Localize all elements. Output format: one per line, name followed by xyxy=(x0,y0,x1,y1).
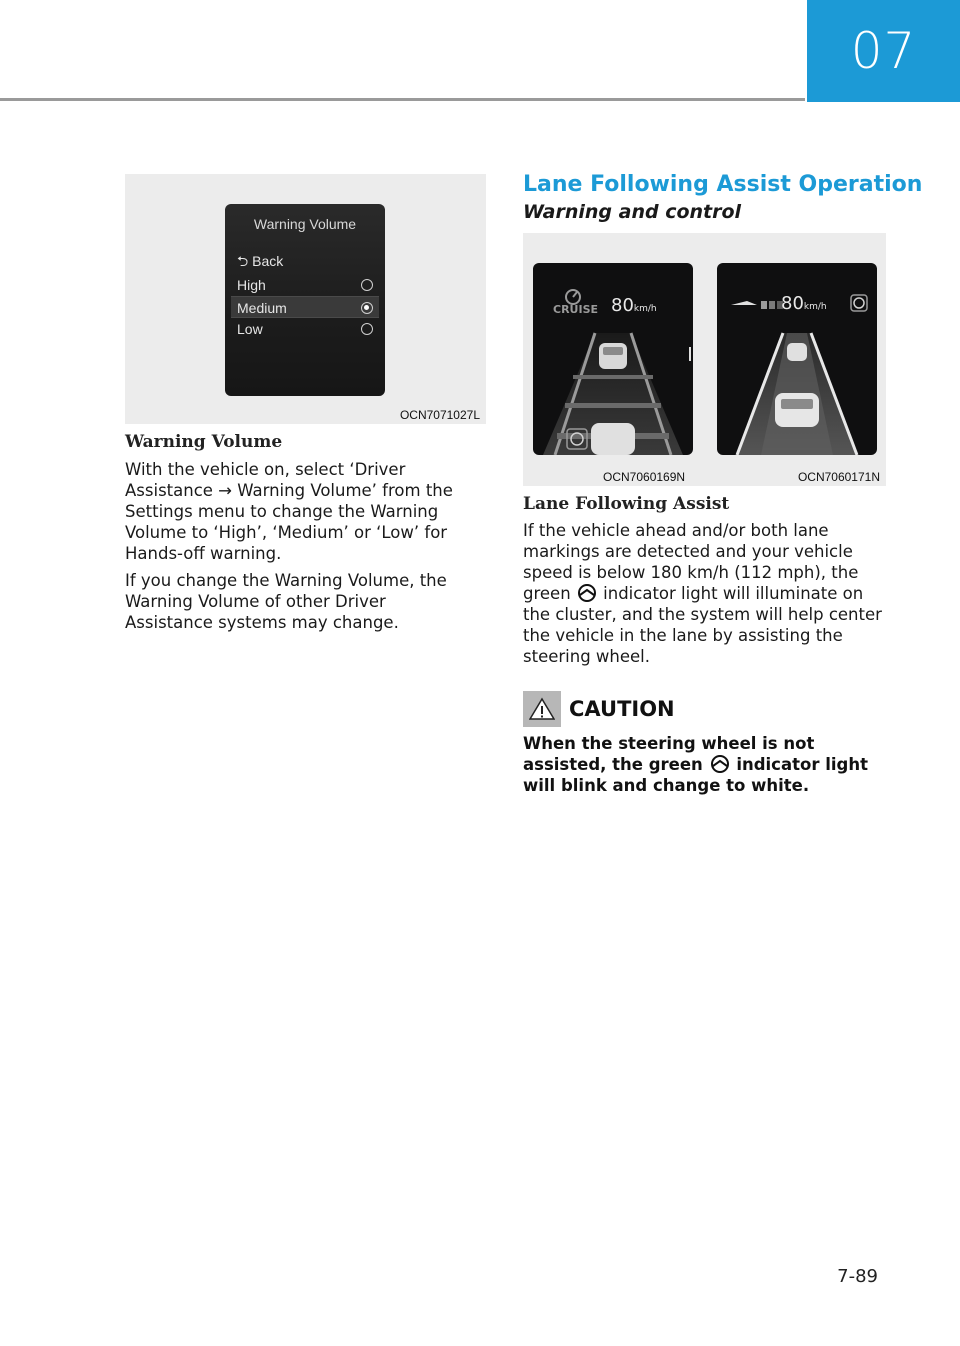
caution-label: CAUTION xyxy=(569,697,675,721)
menu-back-label: Back xyxy=(252,253,284,269)
menu-title: Warning Volume xyxy=(253,216,357,232)
speed-readout xyxy=(781,293,827,314)
caution-text-part-1: When the steering wheel is not assisted, the green xyxy=(523,734,815,774)
figure-code: OCN7060169N xyxy=(603,470,686,484)
road-graphic xyxy=(533,263,693,455)
cruise-label: CRUISE xyxy=(553,303,599,316)
caution-text-part-2: indicator light will blink and change to white. xyxy=(523,755,868,795)
menu-option-label: High xyxy=(237,277,266,293)
lane-following-figures xyxy=(523,233,886,486)
radio-selected-icon xyxy=(361,302,373,314)
lfa-paragraph-part-2: indicator light will illuminate on the cluster, and the system will help center the vehicle in the lane by assisting the steering wheel. xyxy=(523,584,882,666)
radio-icon xyxy=(361,279,373,291)
cruise-icon xyxy=(566,290,580,304)
caution-heading xyxy=(523,691,675,727)
cluster-display-lfa xyxy=(717,263,877,455)
own-car-icon xyxy=(591,423,635,455)
lfa-paragraph xyxy=(523,520,888,667)
warning-volume-paragraph-2: If you change the Warning Volume, the Warning Volume of other Driver Assistance systems may change. xyxy=(125,571,447,632)
header-rule xyxy=(0,98,805,101)
car-ahead-icon xyxy=(787,343,807,361)
caution-text xyxy=(523,733,893,796)
lfa-green-steering-icon xyxy=(576,584,598,602)
figure-code: OCN7071027L xyxy=(399,408,480,422)
speed-value: 80 xyxy=(611,295,634,316)
speed-value: 80 xyxy=(781,293,804,314)
radio-icon xyxy=(361,323,373,335)
warning-volume-menu-screen xyxy=(225,204,385,396)
road-graphic xyxy=(717,263,877,455)
page-number: 7-89 xyxy=(837,1266,878,1287)
caution-box xyxy=(523,691,561,727)
steering-wheel-icon xyxy=(854,298,864,308)
back-arrow-icon: ⮌ xyxy=(237,253,249,269)
speed-readout xyxy=(611,295,657,316)
speed-unit: km/h xyxy=(803,302,827,312)
warning-volume-figure xyxy=(125,174,486,424)
menu-back-item xyxy=(237,251,283,275)
chapter-tab: 07 xyxy=(807,0,960,102)
menu-option-low xyxy=(231,318,379,340)
menu-option-high xyxy=(231,274,379,296)
cluster-display-cruise xyxy=(533,263,693,455)
lfa-green-steering-icon xyxy=(709,755,731,773)
lfa-heading: Lane Following Assist xyxy=(523,494,730,514)
own-car-icon xyxy=(775,393,819,427)
section-title: Lane Following Assist Operation xyxy=(523,172,923,197)
section-subtitle: Warning and control xyxy=(523,201,742,223)
menu-option-label: Medium xyxy=(237,300,287,316)
lfa-paragraph-part-1: If the vehicle ahead and/or both lane markings are detected and your vehicle speed is below 180 km/h (112 mph), the green xyxy=(523,521,859,603)
menu-option-label: Low xyxy=(237,321,263,337)
warning-volume-paragraph-1: With the vehicle on, select ‘Driver Assistance → Warning Volume’ from the Settings menu to change the Warning Volume to ‘High’, ‘Medium’ or ‘Low’ for Hands-off warning. xyxy=(125,460,453,563)
figure-code: OCN7060171N xyxy=(797,470,880,484)
car-ahead-icon xyxy=(599,343,627,369)
warning-volume-heading: Warning Volume xyxy=(125,432,283,452)
warning-triangle-icon xyxy=(529,697,555,721)
menu-option-medium xyxy=(231,296,379,318)
vehicle-distance-icon xyxy=(731,301,783,309)
speed-unit: km/h xyxy=(633,304,657,314)
